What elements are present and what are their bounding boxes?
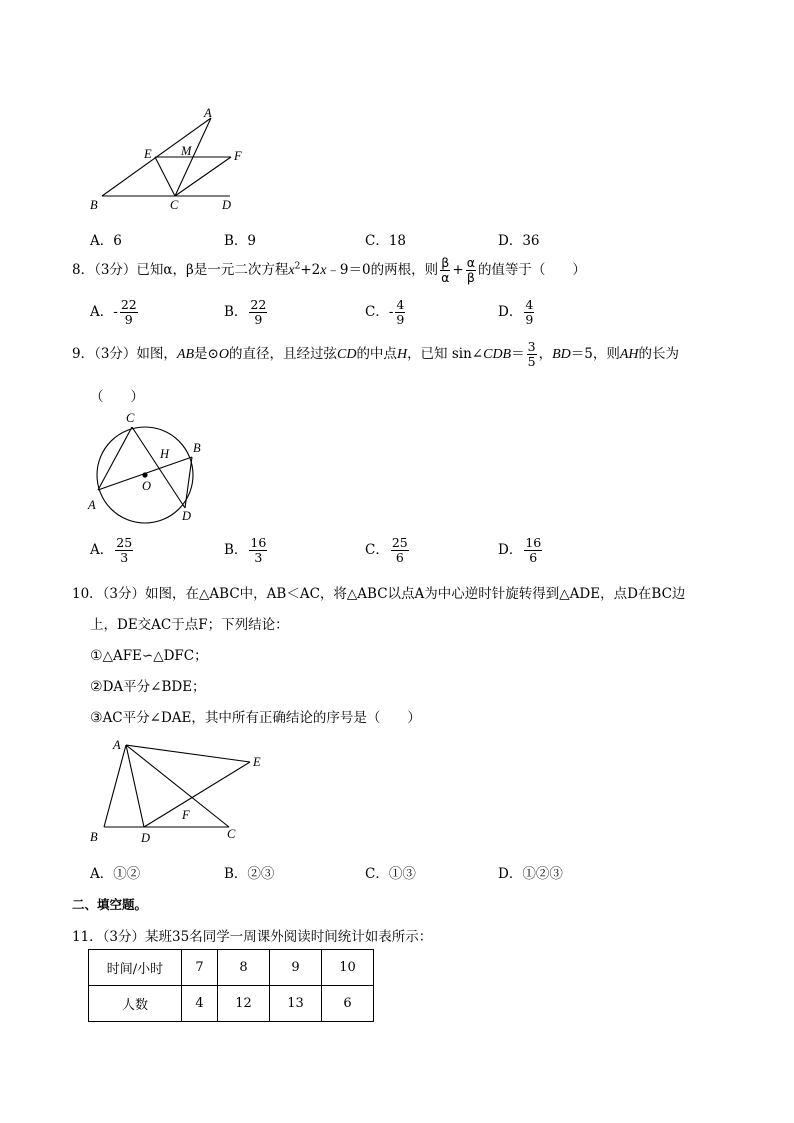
label-o: O <box>142 479 152 493</box>
label-b: B <box>90 830 98 844</box>
label-c: C <box>227 827 236 841</box>
label-b: B <box>90 198 98 212</box>
label-b: B <box>193 441 201 455</box>
q9-answer-bracket: （ ） <box>90 389 144 405</box>
label-a: A <box>204 106 212 120</box>
figure-q9 <box>84 407 214 532</box>
q10-option-a[interactable]: A．①② <box>90 866 141 882</box>
q8-option-a[interactable]: A．- $\frac{22}{9}$ <box>90 297 137 327</box>
table-cell: 9 <box>270 950 322 986</box>
label-c: C <box>126 411 135 425</box>
q10-option-b[interactable]: B．②③ <box>224 866 275 882</box>
q9-option-c[interactable]: C． $\frac{25}{6}$ <box>365 535 408 565</box>
q9-options <box>90 536 730 572</box>
q10-conclusion-2: ②DA平分∠BDE； <box>90 679 206 695</box>
q9-option-b[interactable]: B． $\frac{16}{3}$ <box>224 535 267 565</box>
label-f: F <box>234 149 242 163</box>
table-header-cell: 时间/小时 <box>89 950 182 986</box>
q7-option-d[interactable]: D．36 <box>498 233 540 249</box>
q9-stem: 9．（3分）如图，AB是⊙O的直径，且经过弦CD的中点H，已知 sin∠CDB＝ $\frac{3}{5}$ ，BD＝5，则AH的长为 <box>72 339 679 369</box>
q7-option-b[interactable]: B．9 <box>224 233 257 249</box>
label-a: A <box>88 498 96 512</box>
q10-option-d[interactable]: D．①②③ <box>498 866 563 882</box>
label-a: A <box>113 738 121 752</box>
q7-options <box>90 229 730 253</box>
label-e: E <box>253 755 261 769</box>
q10-options <box>90 862 730 886</box>
reading-time-table <box>88 949 374 1022</box>
table-row <box>89 986 374 1022</box>
q7-option-a[interactable]: A．6 <box>90 233 122 249</box>
q8-option-d[interactable]: D． $\frac{4}{9}$ <box>498 297 534 327</box>
table-header-cell: 人数 <box>89 986 182 1022</box>
table-row <box>89 950 374 986</box>
label-m: M <box>181 144 192 158</box>
q10-stem-line2: 上，DE交AC于点F；下列结论： <box>90 617 289 633</box>
q10-option-c[interactable]: C．①③ <box>365 866 416 882</box>
q10-stem-line1: 10．（3分）如图，在△ABC中，AB＜AC，将△ABC以点A为中心逆时针旋转得到△ADE，点D在BC边 <box>72 586 686 602</box>
q10-conclusion-3: ③AC平分∠DAE，其中所有正确结论的序号是（ ） <box>90 710 421 726</box>
q9-fraction: $\frac{3}{5}$ <box>527 339 536 369</box>
table-cell: 8 <box>218 950 270 986</box>
label-h: H <box>160 447 170 461</box>
q7-option-c[interactable]: C．18 <box>365 233 407 249</box>
figure-q7 <box>80 100 270 215</box>
table-cell: 7 <box>182 950 218 986</box>
q8-options <box>90 298 730 334</box>
section-title-fill-in: 二、填空题。 <box>72 897 148 912</box>
label-c: C <box>170 198 179 212</box>
table-cell: 12 <box>218 986 270 1022</box>
table-cell: 4 <box>182 986 218 1022</box>
q11-stem: 11．（3分）某班35名同学一周课外阅读时间统计如表所示： <box>72 929 433 945</box>
label-e: E <box>144 147 152 161</box>
q8-option-b[interactable]: B． $\frac{22}{9}$ <box>224 297 267 327</box>
label-d: D <box>182 509 192 523</box>
q8-fraction-alpha-beta: $\frac{\alpha}{\beta}$ <box>466 255 475 285</box>
table-cell: 6 <box>322 986 374 1022</box>
table-cell: 10 <box>322 950 374 986</box>
label-d: D <box>141 831 151 845</box>
q8-fraction-beta-alpha: $\frac{\beta}{\alpha}$ <box>441 255 450 285</box>
q8-option-c[interactable]: C．- $\frac{4}{9}$ <box>365 297 405 327</box>
table-cell: 13 <box>270 986 322 1022</box>
label-f: F <box>182 808 190 822</box>
figure-q10 <box>84 733 274 851</box>
q9-option-d[interactable]: D． $\frac{16}{6}$ <box>498 535 542 565</box>
label-d: D <box>222 198 232 212</box>
q10-conclusion-1: ①△AFE∽△DFC； <box>90 648 208 664</box>
q8-stem: 8．（3分）已知α，β是一元二次方程$x^2+2x﹣9=0$的两根，则 $\frac{\beta}{\alpha}$ + $\frac{\alpha}{\beta}$ 的值等于（ ） <box>72 255 586 285</box>
q9-option-a[interactable]: A． $\frac{25}{3}$ <box>90 535 133 565</box>
